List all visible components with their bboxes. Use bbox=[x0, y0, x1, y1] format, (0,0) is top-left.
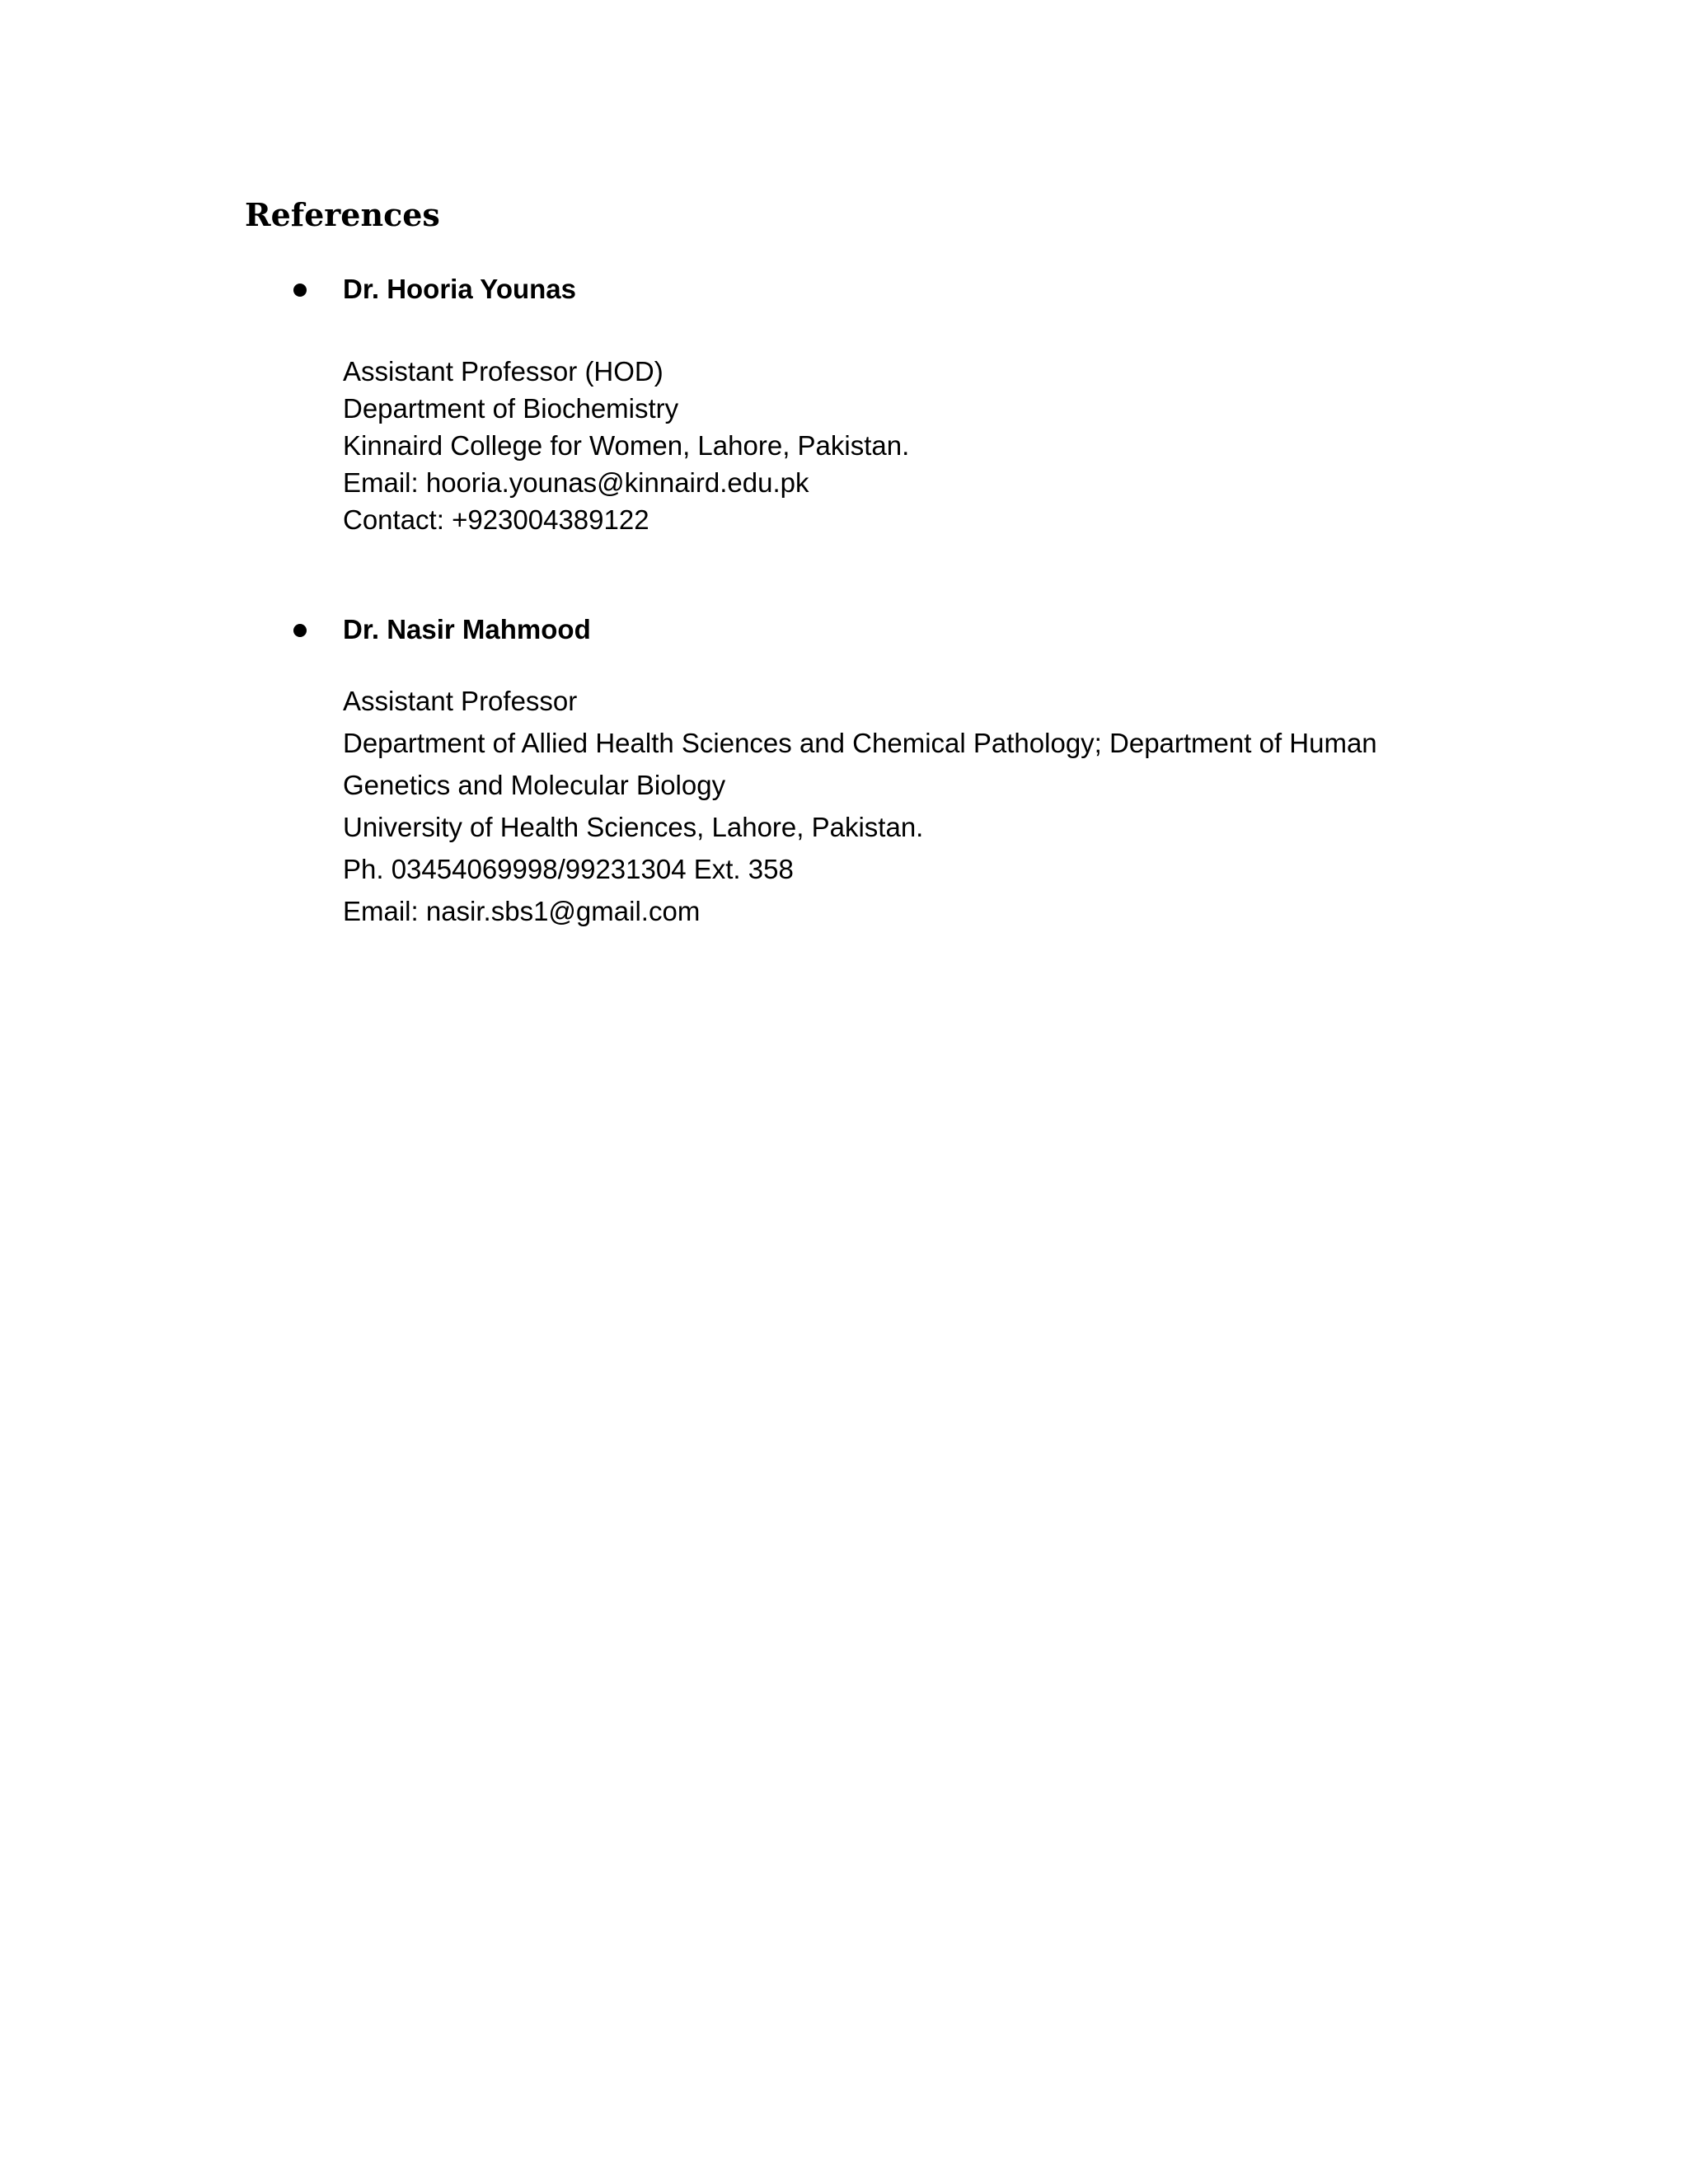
reference-department: Department of Allied Health Sciences and Chemical Pathology; Department of Human bbox=[343, 728, 1377, 758]
reference-position: Assistant Professor (HOD) bbox=[343, 356, 663, 387]
reference-name: Dr. Nasir Mahmood bbox=[343, 614, 591, 644]
reference-email: Email: hooria.younas@kinnaird.edu.pk bbox=[343, 467, 809, 498]
references-heading: References bbox=[245, 196, 440, 233]
reference-email: Email: nasir.sbs1@gmail.com bbox=[343, 896, 701, 926]
bullet-icon bbox=[293, 624, 307, 637]
bullet-icon bbox=[293, 284, 307, 297]
reference-department-continued: Genetics and Molecular Biology bbox=[343, 770, 726, 800]
reference-department: Department of Biochemistry bbox=[343, 393, 679, 424]
reference-phone: Ph. 03454069998/99231304 Ext. 358 bbox=[343, 854, 794, 884]
reference-institution: University of Health Sciences, Lahore, Pakistan. bbox=[343, 812, 924, 842]
reference-name: Dr. Hooria Younas bbox=[343, 274, 577, 304]
reference-institution: Kinnaird College for Women, Lahore, Pakistan. bbox=[343, 430, 910, 461]
reference-position: Assistant Professor bbox=[343, 686, 578, 716]
reference-contact: Contact: +923004389122 bbox=[343, 504, 649, 535]
